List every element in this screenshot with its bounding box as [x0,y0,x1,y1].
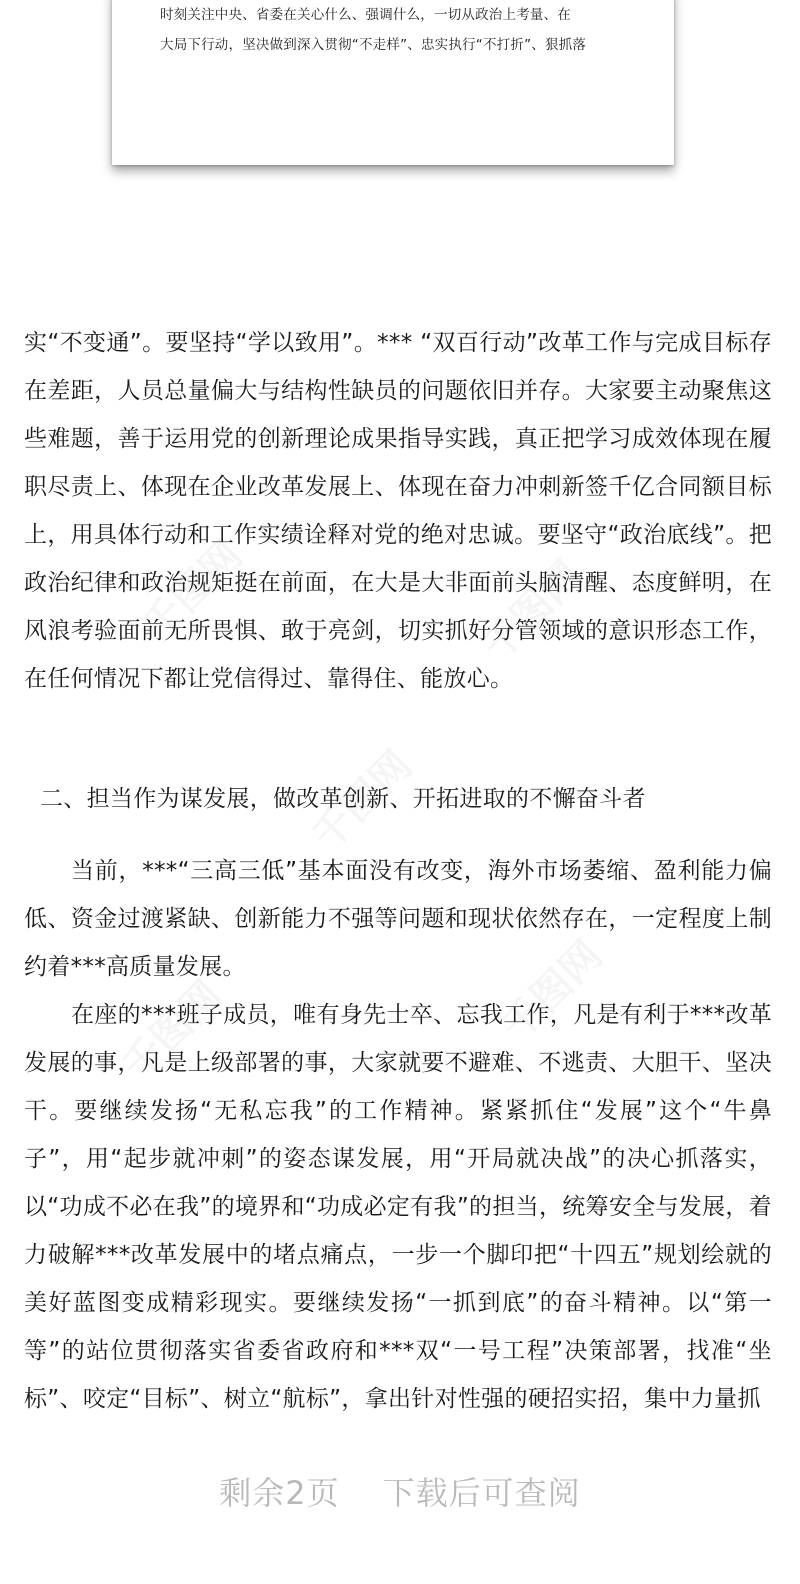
preview-line: 时刻关注中央、省委在关心什么、强调什么，一切从政治上考量、在 [160,7,571,23]
watermark: 千图网 [493,932,612,1050]
paragraph: 实“不变通”。要坚持“学以致用”。*** “双百行动”改革工作与完成目标存在差距，人员总量偏大与结构性缺员的问题依旧并存。大家要主动聚焦这些难题，善于运用党的创新理论成果指导实践，真正把学习成效体现在履职尽责上、体现在企业改革发展上、体现在奋力冲刺新签千亿合同额目标上，用具体行动和工作实绩诠释对党的绝对忠诚。要坚守“政治底线”。把政治纪律和政治规矩挺在前面，在大是大非面前头脑清醒、态度鲜明，在风浪考验面前无所畏惧、敢于亮剑，切实抓好分管领域的意识形态工作，在任何情况下都让党信得过、靠得住、能放心。 [24,330,772,692]
paragraph: 在座的***班子成员，唯有身先士卒、忘我工作，凡是有利于***改革发展的事，凡是上级部署的事，大家就要不避难、不逃责、大胆干、坚决干。要继续发扬“无私忘我”的工作精神。紧紧抓住“发展”这个“牛鼻子”，用“起步就冲刺”的姿态谋发展，用“开局就决战”的决心抓落实，以“功成不必在我”的境界和“功成必定有我”的担当，统筹安全与发展，着力破解***改革发展中的堵点痛点，一步一个脚印把“十四五”规划绘就的美好蓝图变成精彩现实。要继续发扬“一抓到底”的奋斗精神。以“第一等”的站位贯彻落实省委省政府和***双“一号工程”决策部署，找准“坐标”、咬定“目标”、树立“航标”，拿出针对性强的硬招实招，集中力量抓 [24,1002,772,1412]
remaining-pages-label: 剩余2页 [219,1474,340,1512]
download-hint-label: 下载后可查阅 [382,1474,581,1512]
watermark: 千图网 [113,972,232,1090]
watermark: 千图网 [473,552,592,670]
watermark: 千图网 [303,742,422,860]
preview-page-card [112,0,674,165]
paragraph: 当前，***“三高三低”基本面没有改变，海外市场萎缩、盈利能力偏低、资金过渡紧缺、创新能力不强等问题和现状依然存在，一定程度上制约着***高质量发展。 [24,858,772,980]
document-body [24,847,772,1423]
download-prompt[interactable] [0,1468,800,1514]
watermark: 千图网 [133,532,252,650]
preview-line: 大局下行动，坚决做到深入贯彻“不走样”、忠实执行“不打折”、狠抓落 [160,37,587,53]
section-heading-block [24,775,772,823]
document-body [24,319,772,703]
section-heading: 二、担当作为谋发展，做改革创新、开拓进取的不懈奋斗者 [40,786,646,812]
